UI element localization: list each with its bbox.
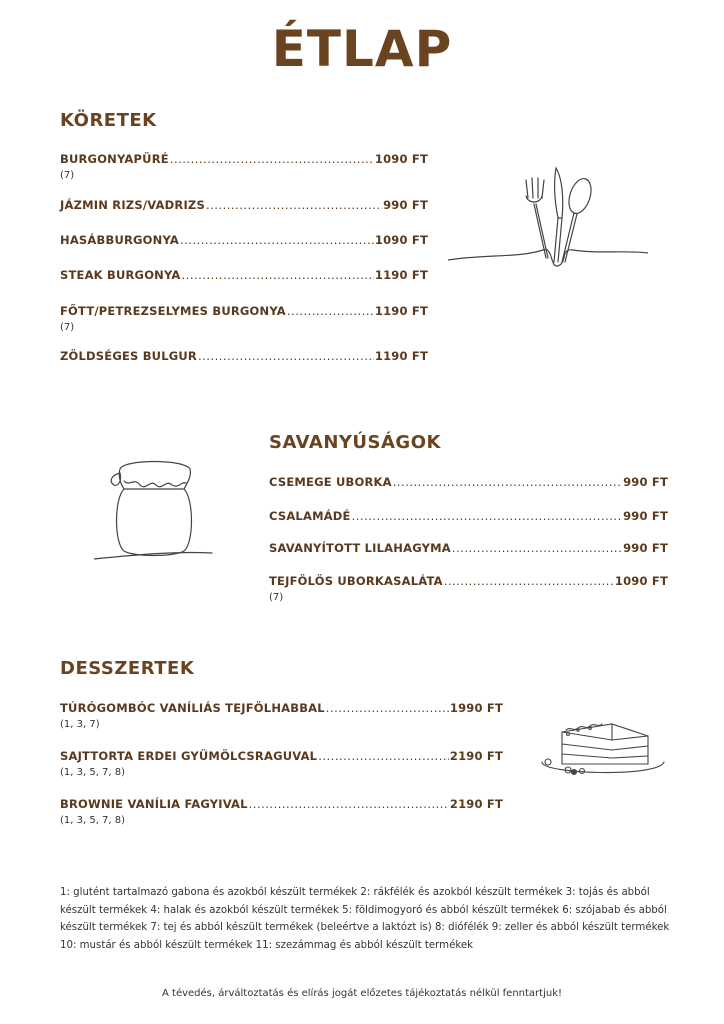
menu-item [60, 268, 428, 282]
leader-dots [393, 475, 622, 489]
item-name: CSEMEGE UBORKA [269, 475, 392, 489]
item-name: BURGONYAPÜRÉ [60, 152, 169, 166]
menu-item [60, 349, 428, 363]
item-price: 2190 FT [449, 749, 503, 763]
item-price: 990 FT [623, 475, 668, 489]
item-name: CSALAMÁDÉ [269, 509, 351, 523]
item-name: ZÖLDSÉGES BULGUR [60, 349, 197, 363]
menu-item [60, 749, 503, 778]
menu-item [269, 475, 668, 489]
item-name: SAVANYÍTOTT LILAHAGYMA [269, 541, 451, 555]
item-price: 990 FT [623, 509, 668, 523]
item-allergens: (7) [60, 322, 75, 333]
leader-dots [170, 152, 374, 166]
item-price: 1190 FT [374, 268, 428, 282]
section-title-desszertek: DESSZERTEK [60, 658, 195, 679]
item-price: 1090 FT [614, 574, 668, 588]
menu-item [60, 233, 428, 247]
item-price: 1990 FT [449, 701, 503, 715]
leader-dots [182, 268, 374, 282]
disclaimer: A tévedés, árváltoztatás és elírás jogát előzetes tájékoztatás nélkül fenntartjuk! [162, 988, 562, 999]
menu-item [60, 198, 428, 212]
item-name: HASÁBBURGONYA [60, 233, 179, 247]
menu-item [269, 574, 668, 603]
item-price: 990 FT [383, 198, 428, 212]
item-price: 1190 FT [374, 349, 428, 363]
item-allergens: (7) [60, 170, 75, 181]
item-price: 2190 FT [449, 797, 503, 811]
item-name: BROWNIE VANÍLIA FAGYIVAL [60, 797, 248, 811]
allergen-legend: 1: glutént tartalmazó gabona és azokból készült termékek 2: rákfélék és azokból készült termékek 3: tojás és abból készült termékek 4: halak és azokból készült termékek 5: földimogyoró és abból készült termékek 6: szójabab és abból készült termékek 7: tej és abból készült termékek (beleértve a laktózt is) 8: diófélék 9: zeller és abból készült termékek 10: mustár és abból készült termékek 11: szezámmag és abból készült termékek [60, 887, 670, 951]
leader-dots [287, 304, 374, 318]
jar-illustration-icon [94, 455, 214, 563]
item-allergens: (7) [269, 592, 284, 603]
leader-dots [249, 797, 449, 811]
menu-item [269, 509, 668, 523]
section-title-savanyusagok: SAVANYÚSÁGOK [269, 432, 441, 453]
item-name: TEJFÖLÖS UBORKASALÁTA [269, 574, 443, 588]
item-name: STEAK BURGONYA [60, 268, 181, 282]
leader-dots [206, 198, 382, 212]
item-price: 1090 FT [374, 152, 428, 166]
item-allergens: (1, 3, 5, 7, 8) [60, 815, 126, 826]
leader-dots [318, 749, 449, 763]
item-price: 1190 FT [374, 304, 428, 318]
leader-dots [352, 509, 622, 523]
cutlery-illustration-icon [448, 158, 648, 276]
menu-item [269, 541, 668, 555]
item-name: TÚRÓGOMBÓC VANÍLIÁS TEJFÖLHABBAL [60, 701, 325, 715]
item-allergens: (1, 3, 5, 7, 8) [60, 767, 126, 778]
leader-dots [198, 349, 374, 363]
menu-item [60, 304, 428, 333]
leader-dots [452, 541, 622, 555]
menu-item [60, 152, 428, 181]
leader-dots [326, 701, 449, 715]
leader-dots [180, 233, 374, 247]
item-allergens: (1, 3, 7) [60, 719, 100, 730]
item-name: SAJTTORTA ERDEI GYÜMÖLCSRAGUVAL [60, 749, 318, 763]
item-name: FŐTT/PETREZSELYMES BURGONYA [60, 304, 286, 318]
menu-item [60, 797, 503, 826]
page-title: ÉTLAP [271, 20, 453, 78]
menu-item [60, 701, 503, 730]
item-name: JÁZMIN RIZS/VADRIZS [60, 198, 205, 212]
section-title-koretek: KÖRETEK [60, 110, 157, 131]
leader-dots [444, 574, 614, 588]
cake-illustration-icon [538, 718, 668, 780]
item-price: 990 FT [623, 541, 668, 555]
item-price: 1090 FT [374, 233, 428, 247]
